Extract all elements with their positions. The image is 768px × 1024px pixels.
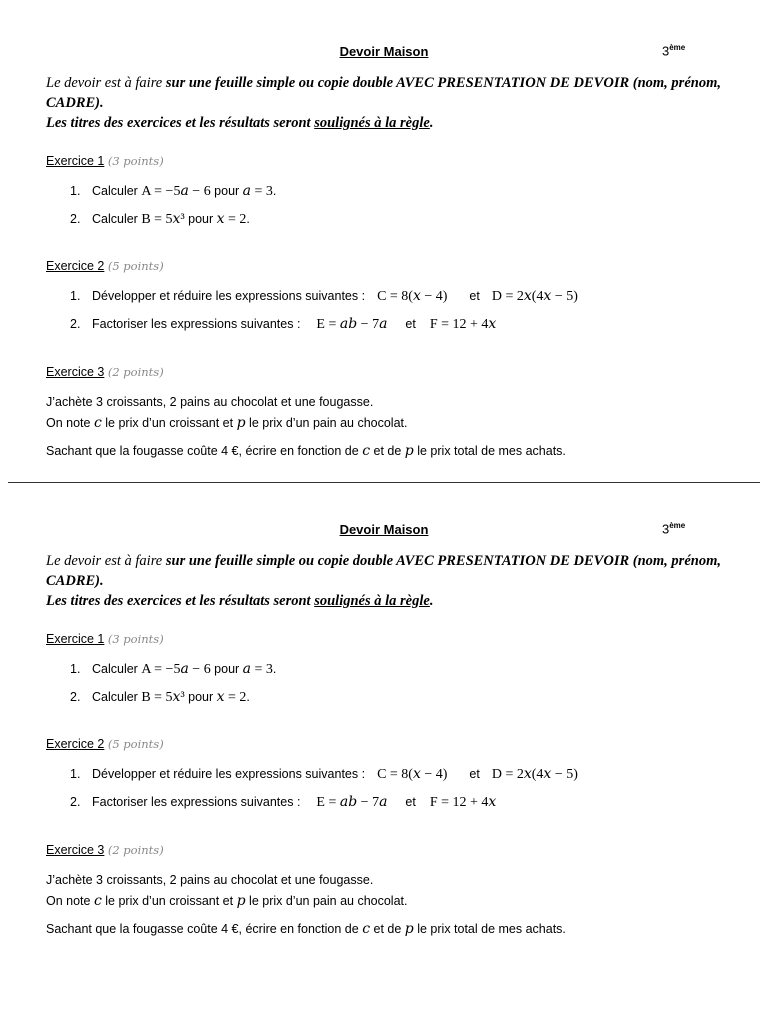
exercise-3-line-3: Sachant que la fougasse coûte 4 €, écrire en fonction de 𝑐 et de 𝑝 le prix total de mes achats.	[46, 444, 566, 459]
homework-copy-2	[0, 478, 768, 956]
exercise-1-item-2: 2. Calculer B = 5𝑥³ pour 𝑥 = 2.	[70, 212, 250, 227]
exercise-3-line-2: On note 𝑐 le prix d’un croissant et 𝑝 le prix d’un pain au chocolat.	[46, 894, 408, 909]
class-level: 3ème	[662, 43, 686, 59]
exercise-2-item-1: 1. Développer et réduire les expressions suivantes : C = 8(𝑥 − 4) et D = 2𝑥(4𝑥 − 5)	[70, 767, 578, 782]
exercise-3-line-1: J’achète 3 croissants, 2 pains au chocolat et une fougasse.	[46, 395, 374, 409]
exercise-2-item-2: 2. Factoriser les expressions suivantes : E = 𝑎𝑏 − 7𝑎 et F = 12 + 4𝑥	[70, 795, 497, 810]
exercise-1-title: Exercice 1 (3 points)	[46, 632, 164, 646]
exercise-3-line-3: Sachant que la fougasse coûte 4 €, écrire en fonction de 𝑐 et de 𝑝 le prix total de mes achats.	[46, 922, 566, 937]
exercise-2-item-2: 2. Factoriser les expressions suivantes : E = 𝑎𝑏 − 7𝑎 et F = 12 + 4𝑥	[70, 317, 497, 332]
exercise-1-item-2: 2. Calculer B = 5𝑥³ pour 𝑥 = 2.	[70, 690, 250, 705]
exercise-3-title: Exercice 3 (2 points)	[46, 365, 164, 379]
document-title: Devoir Maison	[339, 44, 429, 59]
homework-copy-1	[0, 0, 768, 478]
exercise-3-line-1: J’achète 3 croissants, 2 pains au chocolat et une fougasse.	[46, 873, 374, 887]
instructions: Le devoir est à faire sur une feuille simple ou copie double AVEC PRESENTATION DE DEVOIR (nom, prénom, CADRE). Les titres des exercices et les résultats seront soulignés à la règle.	[46, 75, 721, 131]
exercise-1-item-1: 1. Calculer A = −5𝑎 − 6 pour 𝑎 = 3.	[70, 662, 277, 677]
exercise-1-title: Exercice 1 (3 points)	[46, 154, 164, 168]
exercise-2-title: Exercice 2 (5 points)	[46, 259, 164, 273]
document-title: Devoir Maison	[339, 522, 429, 537]
exercise-3-line-2: On note 𝑐 le prix d’un croissant et 𝑝 le prix d’un pain au chocolat.	[46, 416, 408, 431]
instructions: Le devoir est à faire sur une feuille simple ou copie double AVEC PRESENTATION DE DEVOIR (nom, prénom, CADRE). Les titres des exercices et les résultats seront soulignés à la règle.	[46, 553, 721, 609]
exercise-2-item-1: 1. Développer et réduire les expressions suivantes : C = 8(𝑥 − 4) et D = 2𝑥(4𝑥 − 5)	[70, 289, 578, 304]
exercise-1-item-1: 1. Calculer A = −5𝑎 − 6 pour 𝑎 = 3.	[70, 184, 277, 199]
exercise-2-title: Exercice 2 (5 points)	[46, 737, 164, 751]
class-level: 3ème	[662, 521, 686, 537]
exercise-3-title: Exercice 3 (2 points)	[46, 843, 164, 857]
